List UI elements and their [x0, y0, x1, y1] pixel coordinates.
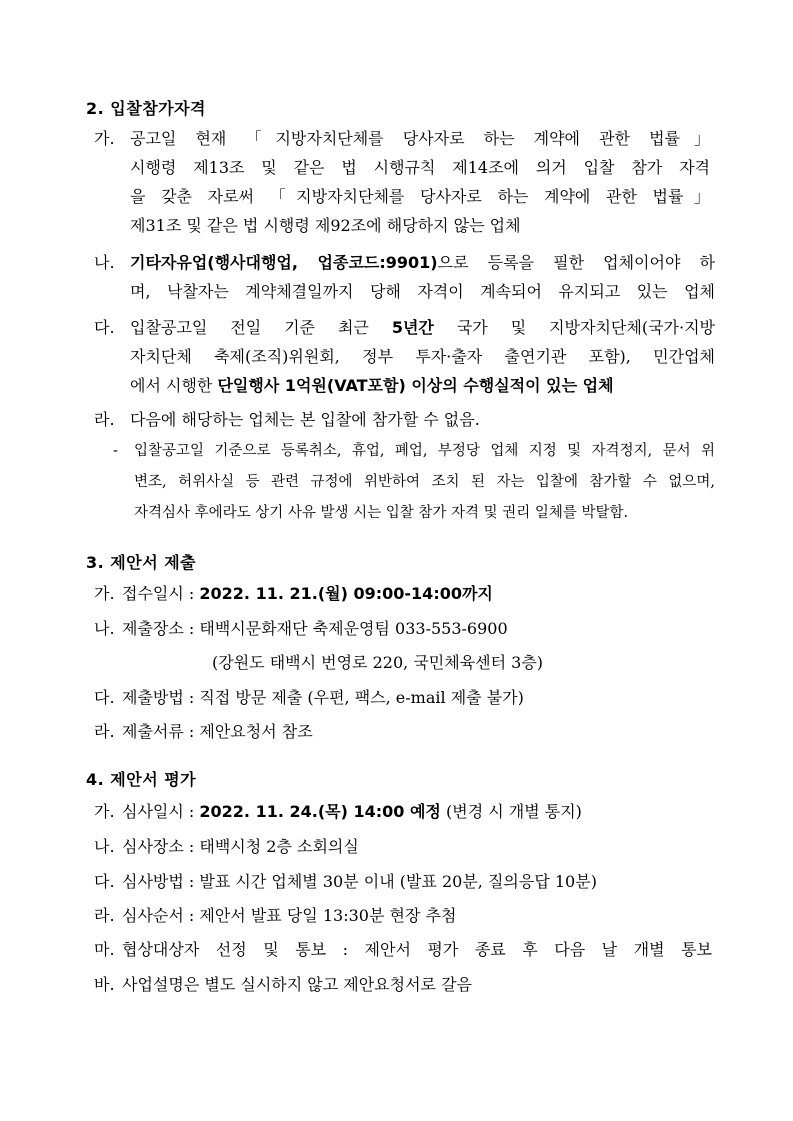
item-marker: 가. — [94, 802, 115, 821]
item-marker: 나. — [94, 253, 115, 272]
submission-period-value: 2022. 11. 21.(월) 09:00-14:00까지 — [199, 584, 493, 603]
item-marker: 나. — [94, 619, 115, 638]
item-marker: 마. — [94, 940, 115, 959]
submission-documents: 제출서류 : 제안요청서 참조 — [122, 722, 313, 741]
item-marker: 다. — [94, 688, 115, 707]
qualification-da-line-2: 자치단체 축제(조직)위원회, 정부 투자·출자 출연기관 포함), 민간업체 — [130, 347, 715, 366]
qualification-ra-line-1: 다음에 해당하는 업체는 본 입찰에 참가할 수 없음. — [130, 410, 480, 429]
note-dash-marker: - — [113, 443, 118, 459]
negotiation-notice: 협상대상자 선정 및 통보 : 제안서 평가 종료 후 다음 날 개별 통보 — [122, 940, 712, 959]
submission-place: 제출장소 : 태백시문화재단 축제운영팀 033-553-6900 — [122, 619, 508, 638]
performance-record-emphasis: 단일행사 1억원(VAT포함) 이상의 수행실적이 있는 업체 — [217, 376, 614, 395]
qualification-da-line-1-pre: 입찰공고일 전일 기준 최근 — [130, 318, 392, 337]
submission-period-label: 접수일시 : — [122, 584, 200, 603]
item-marker: 라. — [94, 906, 115, 925]
item-marker: 가. — [94, 129, 115, 148]
item-marker: 다. — [94, 318, 115, 337]
disqualification-note-line-3: 자격심사 후에라도 상기 사유 발생 시는 입찰 참가 자격 및 권리 일체를 박탈함. — [134, 505, 629, 521]
submission-address: (강원도 태백시 번영로 220, 국민체육센터 3층) — [212, 653, 544, 672]
evaluation-method: 심사방법 : 발표 시간 업체별 30분 이내 (발표 20분, 질의응답 10분) — [122, 872, 597, 891]
qualification-da-line-3-pre: 에서 시행한 — [130, 376, 218, 395]
evaluation-date — [122, 802, 582, 822]
qualification-da-line-3 — [130, 376, 614, 396]
evaluation-place: 심사장소 : 태백시청 2층 소회의실 — [122, 837, 359, 856]
qualification-da-line-1-post: 국가 및 지방자치단체(국가·지방 — [433, 318, 715, 337]
item-marker: 나. — [94, 837, 115, 856]
qualification-ga-line-4: 제31조 및 같은 법 시행령 제92조에 해당하지 않는 업체 — [130, 216, 521, 235]
qualification-na-line-2: 며, 낙찰자는 계약체결일까지 당해 자격이 계속되어 유지되고 있는 업체 — [130, 282, 715, 301]
evaluation-date-label: 심사일시 : — [122, 802, 200, 821]
period-emphasis: 5년간 — [391, 318, 434, 337]
submission-period — [122, 584, 493, 604]
evaluation-date-note: (변경 시 개별 통지) — [440, 802, 582, 821]
disqualification-note-line-1: 입찰공고일 기준으로 등록취소, 휴업, 폐업, 부정당 업체 지정 및 자격정지, 문서 위 — [134, 443, 715, 459]
briefing-note: 사업설명은 별도 실시하지 않고 제안요청서로 갈음 — [122, 975, 473, 994]
qualification-ga-line-2: 시행령 제13조 및 같은 법 시행규칙 제14조에 의거 입찰 참가 자격 — [130, 158, 710, 177]
qualification-da-line-1 — [130, 318, 715, 338]
submission-method: 제출방법 : 직접 방문 제출 (우편, 팩스, e-mail 제출 불가) — [122, 688, 524, 707]
item-marker: 바. — [94, 975, 115, 994]
item-marker: 라. — [94, 410, 115, 429]
section-3-heading: 3. 제안서 제출 — [86, 553, 197, 572]
section-4-heading: 4. 제안서 평가 — [86, 770, 197, 789]
item-marker: 라. — [94, 722, 115, 741]
item-marker: 가. — [94, 584, 115, 603]
item-marker: 다. — [94, 872, 115, 891]
qualification-na-line-1 — [130, 253, 715, 273]
business-type-emphasis: 기타자유업(행사대행업, 업종코드:9901) — [130, 253, 438, 272]
section-2-heading: 2. 입찰참가자격 — [86, 99, 207, 118]
disqualification-note-line-2: 변조, 허위사실 등 관련 규정에 위반하여 조치 된 자는 입찰에 참가할 수 없으며, — [134, 474, 715, 490]
qualification-na-line-1-rest: 으로 등록을 필한 업체이어야 하 — [437, 253, 715, 272]
qualification-ga-line-1: 공고일 현재 「지방자치단체를 당사자로 하는 계약에 관한 법률」 — [130, 129, 710, 148]
evaluation-order: 심사순서 : 제안서 발표 당일 13:30분 현장 추첨 — [122, 906, 457, 925]
evaluation-date-value: 2022. 11. 24.(목) 14:00 예정 — [199, 802, 441, 821]
qualification-ga-line-3: 을 갖춘 자로써 「지방자치단체를 당사자로 하는 계약에 관한 법률」 — [130, 187, 710, 206]
